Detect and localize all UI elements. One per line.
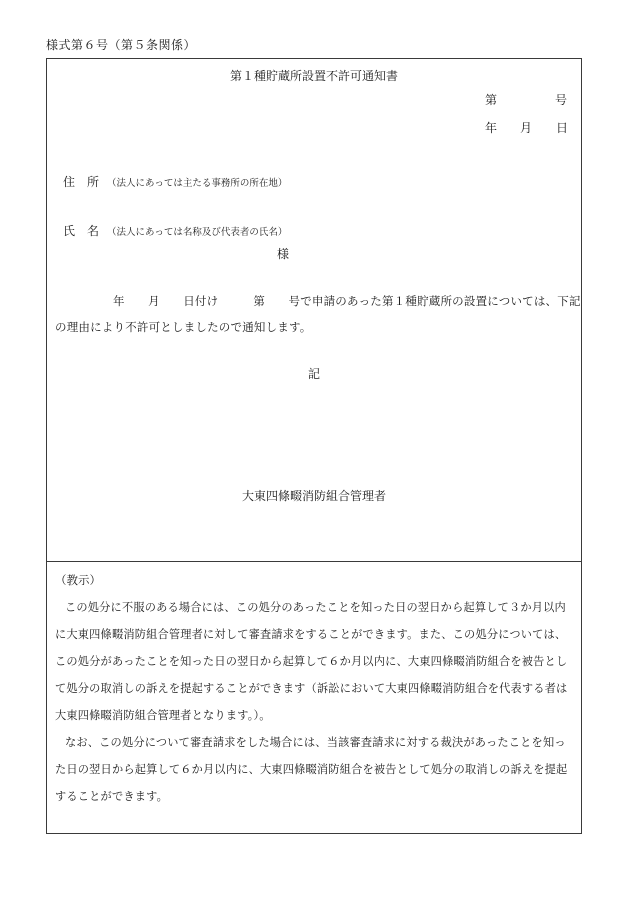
name-note: （法人にあっては名称及び代表者の氏名）: [107, 227, 288, 238]
instruction-line: することができます。: [55, 790, 168, 803]
instruction-line: た日の翌日から起算して６か月以内に、大東四條畷消防組合を被告として処分の取消しの訴えを提起: [55, 763, 568, 776]
name-label: 氏 名: [63, 224, 100, 238]
instruction-line: なお、この処分について審査請求をした場合には、当該審査請求に対する裁決があったことを知っ: [65, 736, 566, 749]
notice-body-line-2: の理由により不許可としましたので通知します。: [55, 320, 312, 334]
document-number-suffix: 号: [555, 93, 568, 107]
document-number-prefix: 第: [485, 93, 498, 107]
instruction-heading: （教示）: [55, 573, 101, 587]
address-label: 住 所: [63, 175, 100, 189]
date-day: 日: [556, 121, 569, 135]
instruction-line: この処分に不服のある場合には、この処分のあったことを知った日の翌日から起算して３か月以内: [65, 601, 566, 614]
instruction-line: 大東四條畷消防組合管理者となります。）。: [55, 709, 271, 722]
instruction-line: この処分があったことを知った日の翌日から起算して６か月以内に、大東四條畷消防組合を被告とし: [55, 655, 568, 668]
form-number-label: 様式第６号（第５条関係）: [46, 38, 197, 52]
section-divider: [47, 561, 581, 562]
date-month: 月: [520, 121, 533, 135]
notice-frame: [46, 58, 582, 834]
notice-title: 第１種貯蔵所設置不許可通知書: [229, 69, 398, 83]
date-year: 年: [485, 121, 498, 135]
address-note: （法人にあっては主たる事務所の所在地）: [107, 178, 288, 189]
instruction-line: て処分の取消しの訴えを提起することができます（訴訟において大東四條畷消防組合を代表する者は: [55, 682, 568, 695]
honorific: 様: [277, 247, 290, 261]
administrator-name: 大東四條畷消防組合管理者: [241, 489, 386, 503]
ki-heading: 記: [307, 367, 320, 381]
notice-body-line-1: 年 月 日付け 第 号で申請のあった第１種貯蔵所の設置については、下記: [113, 294, 581, 308]
instruction-line: に大東四條畷消防組合管理者に対して審査請求をすることができます。また、この処分については、: [55, 628, 567, 641]
